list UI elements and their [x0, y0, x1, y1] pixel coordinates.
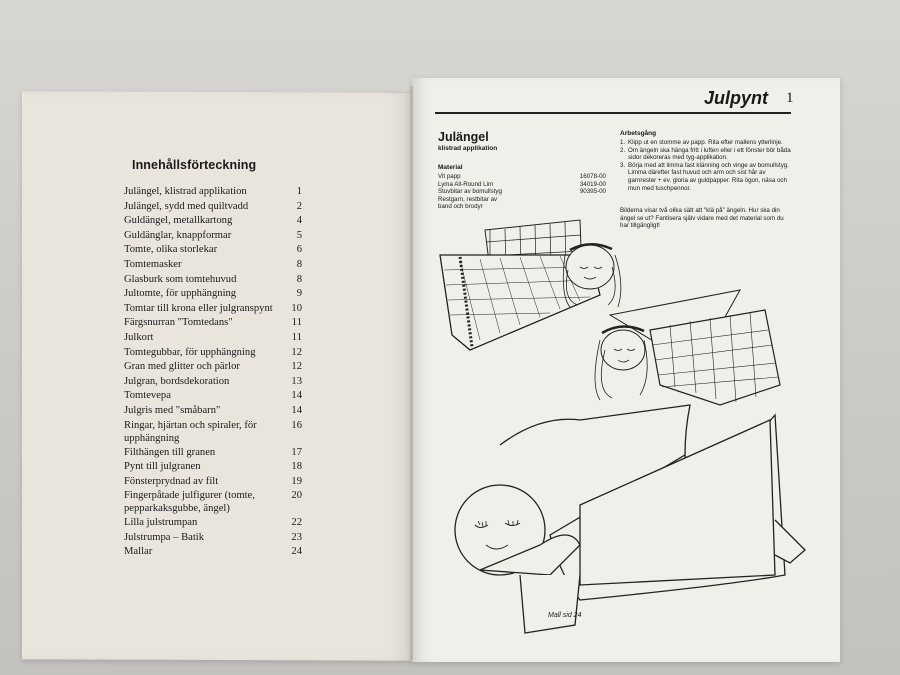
toc-item — [124, 375, 302, 390]
toc-item — [124, 258, 302, 273]
work-step-text: Börja med att limma fast klänning och vinge av bomullstyg. Limma därefter fast huvud och arm och sist hår av garnrester + ev. gloria av guldpapper. Rita ögon, näsa och mun med tuschpennor. — [628, 161, 789, 192]
toc-item — [124, 389, 302, 404]
toc-item-page: 14 — [291, 390, 302, 402]
toc-item-page: 23 — [291, 531, 302, 543]
toc-item — [124, 419, 302, 446]
toc-item — [124, 531, 302, 546]
material-code: 16078-00 — [579, 173, 606, 180]
work-step-number: 1. — [620, 139, 626, 146]
toc-item-text: Julgran, bordsdekoration — [124, 375, 230, 387]
material-row — [438, 181, 606, 189]
work-step-text: Om ängeln ska hänga fritt i luften eller i ett fönster bör båda sidor dekoreras med tyg-applikation. — [628, 146, 791, 162]
material-name: Lyma All-Round Lim — [438, 180, 494, 188]
template-angel — [455, 405, 805, 633]
toc-item-page: 22 — [291, 517, 302, 529]
toc-item — [124, 229, 302, 244]
material-row — [438, 188, 606, 196]
material-name: Stuvbitar av bomullstyg — [438, 188, 502, 196]
toc-item — [124, 545, 302, 560]
toc-item-text: Tomte, olika storlekar — [124, 244, 218, 256]
toc-item — [124, 475, 302, 490]
work-steps — [620, 139, 792, 192]
article-title: Julängel — [438, 130, 489, 144]
material-name: band och brodyr — [438, 203, 483, 211]
material-row — [438, 173, 606, 181]
toc-item-text: Julängel, sydd med quiltvadd — [124, 200, 249, 212]
work-step-number: 2. — [620, 146, 626, 154]
toc-item — [124, 346, 302, 361]
angel-illustration — [430, 215, 820, 635]
toc-item-page: 8 — [296, 273, 302, 285]
work-heading: Arbetsgång — [620, 130, 657, 137]
toc-item-page: 14 — [291, 404, 302, 416]
toc-title: Innehållsförteckning — [132, 158, 257, 172]
toc-item-page: 10 — [291, 302, 302, 314]
toc-item — [124, 185, 302, 200]
toc-item-page: 5 — [296, 229, 302, 241]
toc-item — [124, 287, 302, 302]
material-code: 34019-00 — [579, 180, 606, 188]
toc-item-page: 12 — [291, 346, 302, 358]
work-note: Bilderna visar två olika sätt att "klä på" ängeln. Hur ska din ängel se ut? Fantisera själv vidare med det material som du har tillgängligt! — [620, 207, 784, 230]
toc-item-text: Julstrumpa – Batik — [124, 531, 205, 543]
toc-item-text: Fingerpåtade julfigurer (tomte, pepparkaksgubbe, ängel) — [124, 490, 255, 515]
toc-item — [124, 460, 302, 475]
work-step-number: 3. — [620, 161, 626, 169]
toc-item-text: Guldänglar, knappformar — [124, 229, 232, 241]
toc-item-page: 20 — [291, 490, 302, 502]
header-title: Julpynt — [704, 88, 769, 108]
toc-item-text: Lilla julstrumpan — [124, 517, 198, 529]
toc-item — [124, 446, 302, 461]
toc-item-text: Glasburk som tomtehuvud — [124, 273, 237, 285]
toc-item-page: 17 — [291, 446, 302, 458]
toc-item-page: 11 — [291, 317, 302, 329]
toc-item-text: Tomtevepa — [124, 390, 171, 402]
toc-item-page: 4 — [296, 215, 302, 227]
toc-item-text: Mallar — [124, 546, 153, 558]
toc-item-text: Jultomte, för upphängning — [124, 288, 237, 300]
toc-item — [124, 360, 302, 375]
toc-item-page: 1 — [296, 186, 302, 197]
material-code: 90395-00 — [579, 188, 606, 196]
toc-item-page: 19 — [291, 475, 302, 487]
toc-item — [124, 489, 302, 516]
toc-item — [124, 273, 302, 288]
toc-item — [124, 404, 302, 419]
material-row — [438, 203, 606, 211]
toc-list — [124, 185, 302, 560]
template-caption: Mall sid 24 — [548, 612, 582, 619]
toc-item-text: Fönsterprydnad av filt — [124, 475, 219, 487]
work-step — [620, 147, 792, 162]
toc-item-text: Julgris med "småbarn" — [124, 404, 221, 416]
work-step — [620, 139, 792, 147]
middle-angel-head — [595, 326, 647, 400]
toc-item-page: 8 — [296, 258, 302, 270]
toc-item-page: 24 — [291, 546, 302, 558]
toc-item — [124, 316, 302, 331]
toc-item — [124, 200, 302, 215]
toc-item-page: 2 — [296, 200, 302, 212]
toc-item-text: Ringar, hjärtan och spiraler, för upphängning — [124, 419, 257, 444]
toc-item-text: Gran med glitter och pärlor — [124, 361, 240, 373]
toc-item — [124, 214, 302, 229]
toc-item — [124, 331, 302, 346]
toc-item-text: Guldängel, metallkartong — [124, 215, 233, 227]
toc-item — [124, 243, 302, 258]
toc-item-text: Tomtemasker — [124, 258, 182, 270]
material-heading: Material — [438, 164, 463, 171]
book-spine — [410, 86, 413, 660]
toc-item-text: Pynt till julgranen — [124, 461, 201, 473]
toc-item-page: 13 — [291, 375, 302, 387]
toc-item-page: 12 — [291, 361, 302, 373]
toc-item-page: 6 — [296, 244, 302, 256]
toc-item — [124, 302, 302, 317]
toc-item-text: Tomtegubbar, för upphängning — [124, 346, 256, 358]
material-name: Vit papp — [438, 173, 461, 180]
toc-item-text: Färgsnurran "Tomtedans" — [124, 317, 233, 329]
toc-item-page: 16 — [291, 419, 302, 431]
toc-item-text: Julängel, klistrad applikation — [124, 186, 247, 197]
material-name: Restgarn, restbitar av — [438, 195, 498, 203]
toc-item-text: Filthängen till granen — [124, 446, 216, 458]
toc-item-text: Tomtar till krona eller julgranspynt — [124, 302, 273, 314]
toc-item — [124, 516, 302, 531]
header-page-number: 1 — [786, 90, 794, 106]
material-row — [438, 196, 606, 204]
work-step-text: Klipp ut en stomme av papp. Rita efter mallens ytterlinje. — [628, 139, 783, 146]
work-step — [620, 162, 792, 192]
toc-item-page: 11 — [291, 331, 302, 343]
toc-item-page: 18 — [291, 461, 302, 473]
header-rule — [435, 112, 791, 114]
toc-item-text: Julkort — [124, 331, 154, 343]
article-subtitle: klistrad applikation — [438, 145, 498, 152]
toc-item-page: 9 — [296, 288, 302, 300]
material-list — [438, 173, 606, 211]
